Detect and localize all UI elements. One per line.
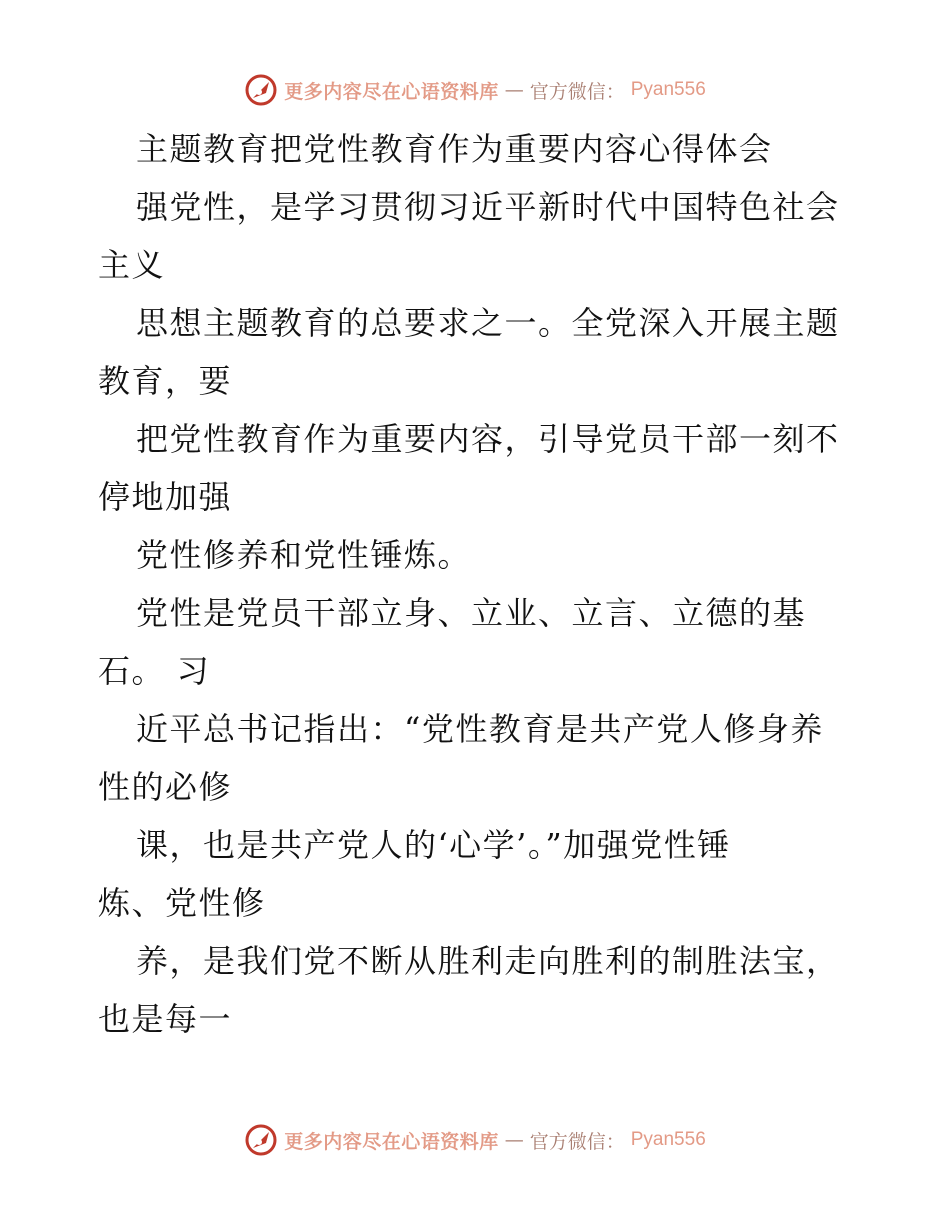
text-line: 党性是党员干部立身、立业、立言、立德的基 [136,594,807,632]
text-line: 主义 [98,246,166,284]
text-line: 停地加强 [98,478,233,516]
text-line: 石。 习 [98,652,211,690]
footer-watermark [0,1120,950,1160]
watermark-dash: — [504,1129,524,1151]
header-watermark [0,70,950,110]
watermark-brand: 更多内容尽在心语资料库 [284,80,499,103]
text-line: 性的必修 [98,768,233,806]
watermark-wechat-id: Pyan556 [630,1129,706,1150]
text-line: 近平总书记指出：“党性教育是共产党人修身养 [136,710,824,748]
quill-logo-icon [244,73,278,107]
text-line: 课，也是共产党人的‘心学’。”加强党性锤 [136,826,731,864]
watermark-wechat-id: Pyan556 [630,79,706,100]
document-title: 主题教育把党性教育作为重要内容心得体会 [136,130,773,168]
text-line: 党性修养和党性锤炼。 [136,536,472,574]
text-line: 强党性，是学习贯彻习近平新时代中国特色社会 [136,188,840,226]
text-line: 把党性教育作为重要内容，引导党员干部一刻不 [136,420,840,458]
watermark-wechat-label: 官方微信： [529,1130,625,1153]
watermark-dash: — [504,79,524,101]
document-body [98,120,868,1048]
watermark-wechat-label: 官方微信： [529,80,625,103]
text-line: 教育，要 [98,362,233,400]
text-line: 也是每一 [98,1000,233,1038]
text-line: 炼、党性修 [98,884,266,922]
watermark-brand: 更多内容尽在心语资料库 [284,1130,499,1153]
text-line: 养，是我们党不断从胜利走向胜利的制胜法宝， [136,942,840,980]
text-line: 思想主题教育的总要求之一。全党深入开展主题 [136,304,840,342]
quill-logo-icon [244,1123,278,1157]
